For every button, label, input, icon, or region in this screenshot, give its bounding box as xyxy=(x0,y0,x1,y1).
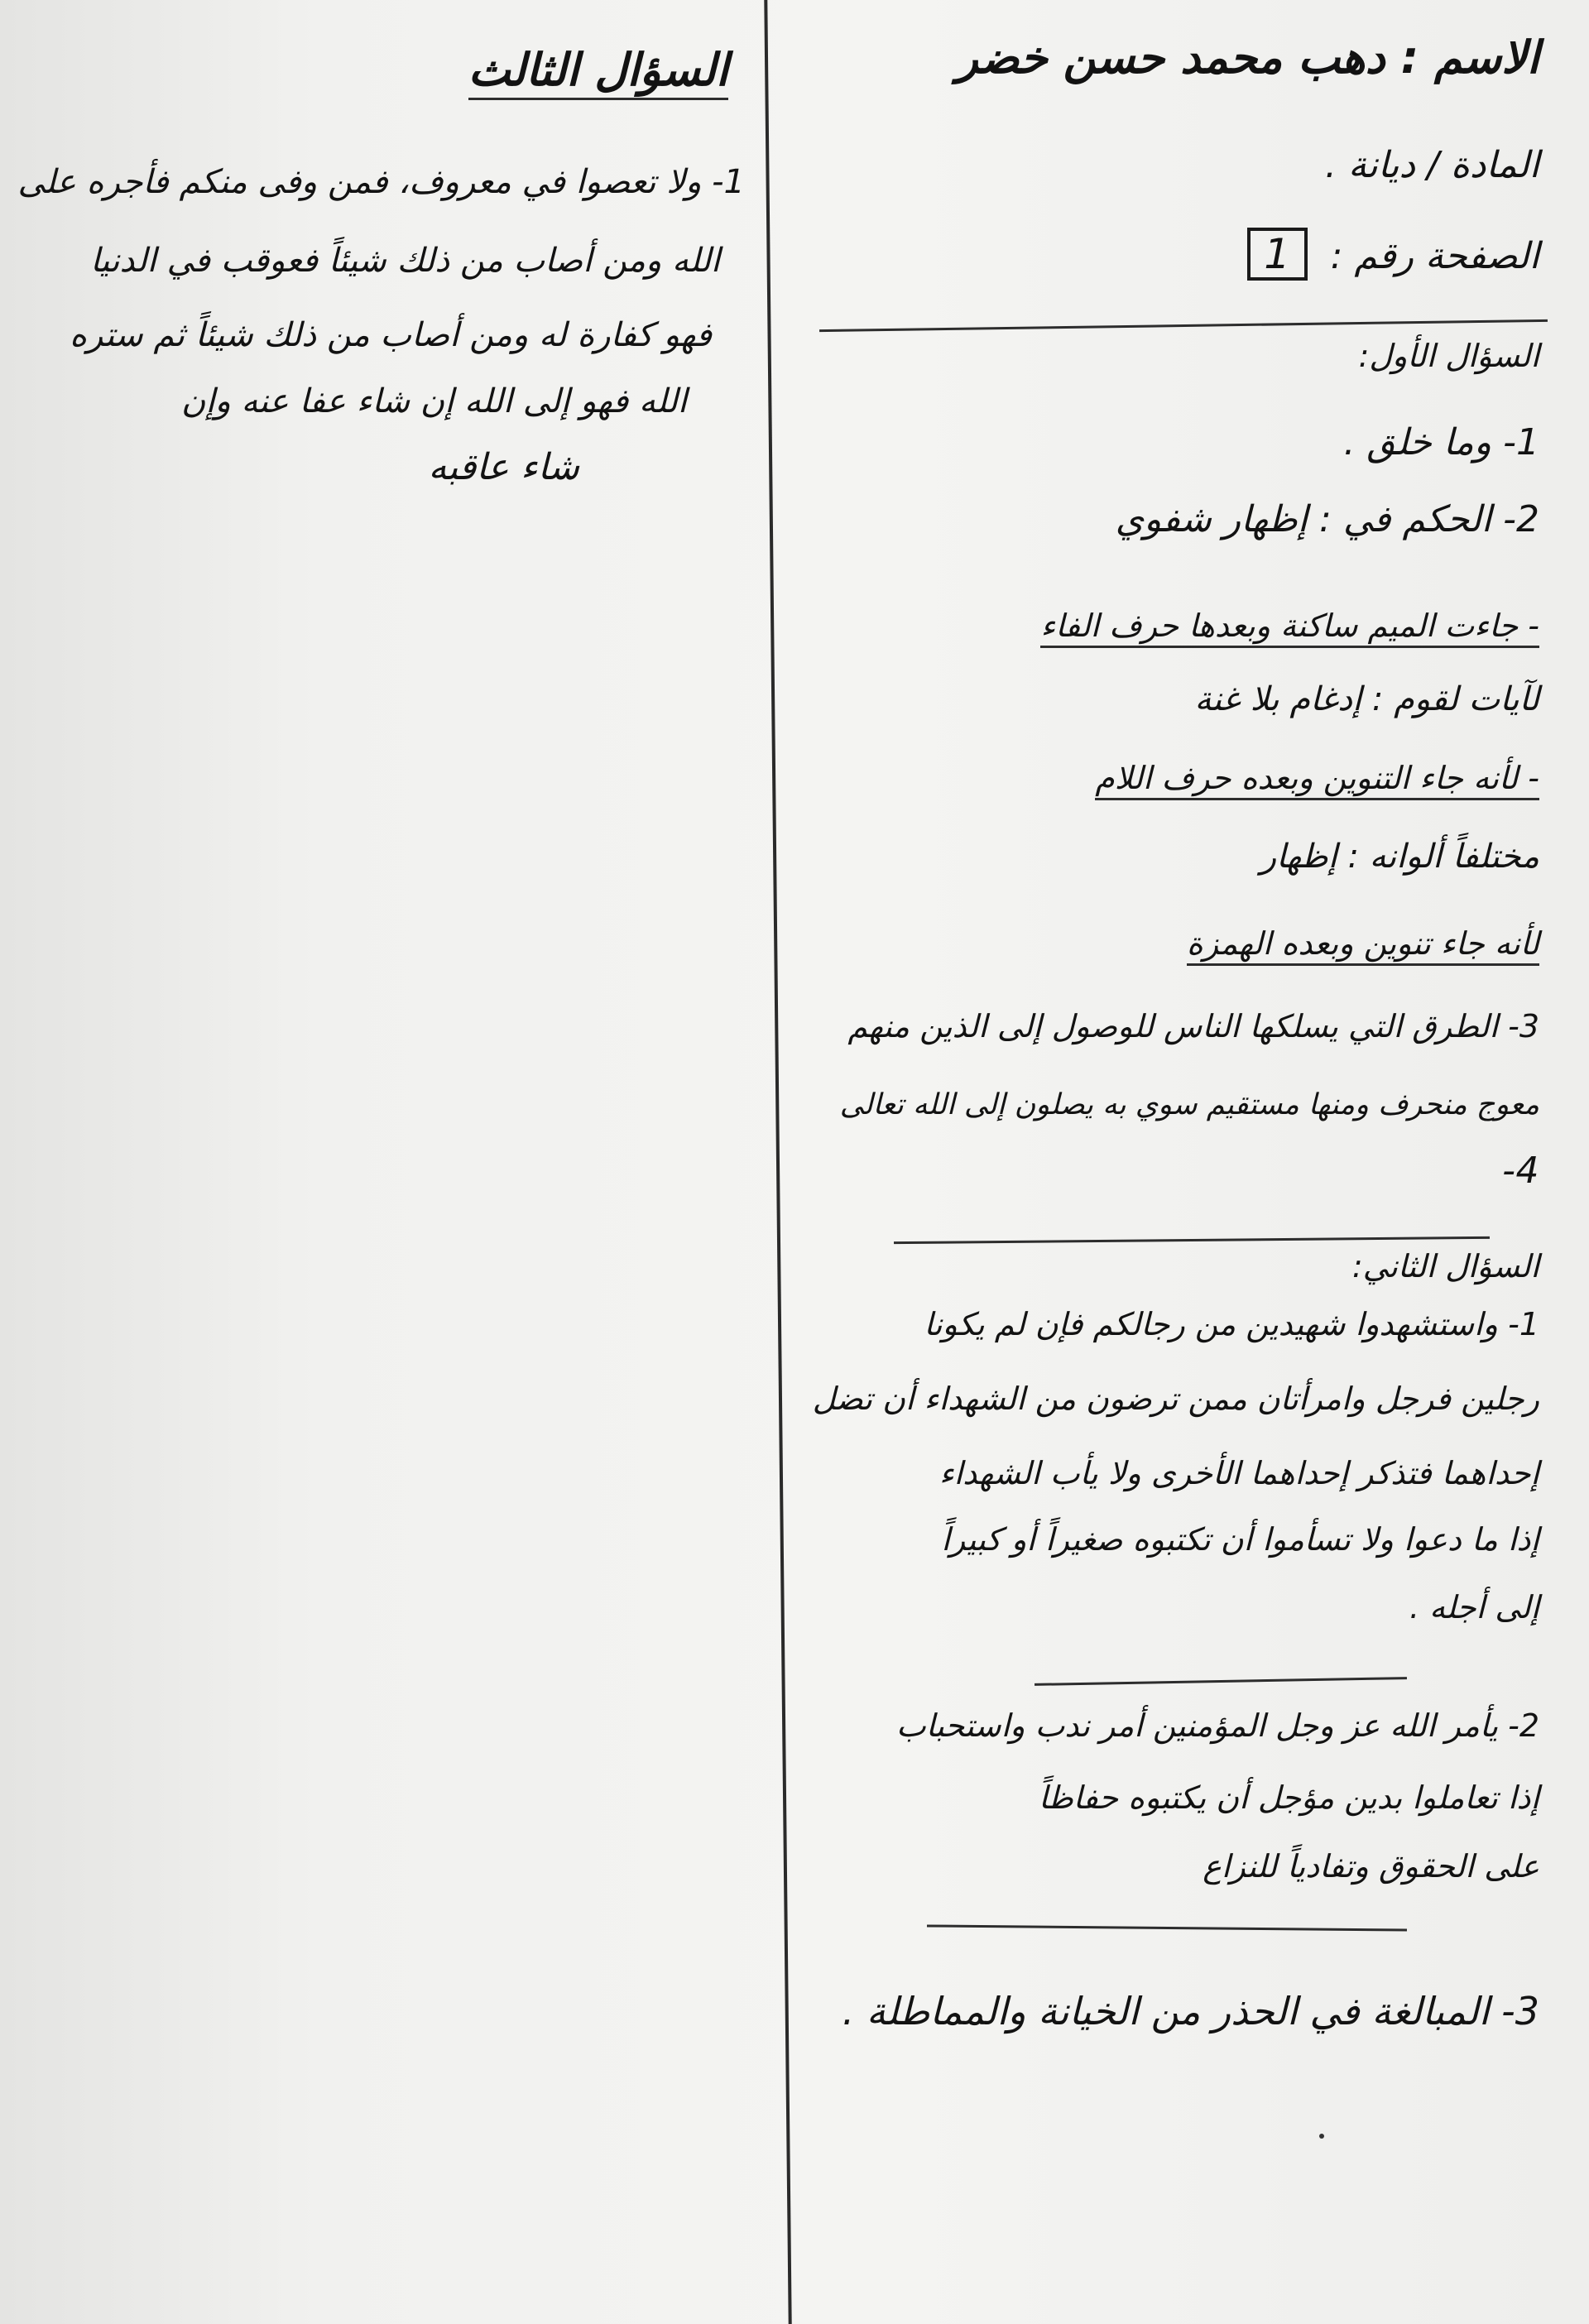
q1-answer-4: 4- xyxy=(1502,1150,1539,1192)
q1-answer-2-item-3: مختلفاً ألوانه : إظهار xyxy=(1260,838,1539,876)
q3-answer-1-line-4: الله فهو إلى الله إن شاء عفا عنه وإن xyxy=(180,382,687,420)
q1-answer-2-reason-3: لأنه جاء تنوين وبعده الهمزة xyxy=(1187,919,1539,968)
q1-title: السؤال الأول: xyxy=(1358,338,1539,374)
name-row: الاسم : دهب محمد حسن خضر xyxy=(956,31,1539,84)
q2-mid-rule xyxy=(1035,1677,1407,1686)
name-label: الاسم xyxy=(1434,31,1539,84)
page-number-box: 1 xyxy=(1247,228,1307,281)
q2-answer-2-line-3: على الحقوق وتفادياً للنزاع xyxy=(1203,1848,1539,1885)
page-number-row: الصفحة رقم : 1 xyxy=(1247,228,1539,281)
q2-answer-1-line-1: 1- واستشهدوا شهيدين من رجالكم فإن لم يكونا xyxy=(924,1306,1539,1342)
q1-answer-2-reason-2: - لأنه جاء التنوين وبعده حرف اللام xyxy=(1095,753,1539,803)
q3-answer-1-line-2: الله ومن أصاب من ذلك شيئاً فعوقب في الدنيا xyxy=(90,242,720,280)
q3-answer-1-line-3: فهو كفارة له ومن أصاب من ذلك شيئاً ثم ستره xyxy=(70,316,712,354)
subject-row: المادة / ديانة . xyxy=(1325,144,1539,186)
page-label: الصفحة رقم xyxy=(1354,235,1539,277)
q2-answer-1-line-5: إلى أجله . xyxy=(1409,1589,1539,1625)
q1-answer-2-reason-1: - جاءت الميم ساكنة وبعدها حرف الفاء xyxy=(1040,601,1539,651)
subject-value: ديانة xyxy=(1347,144,1416,186)
q2-answer-2-line-1: 2- يأمر الله عز وجل المؤمنين أمر ندب واستحباب xyxy=(895,1707,1539,1744)
q3-answer-1-line-1: 1- ولا تعصوا في معروف، فمن وفى منكم فأجره على xyxy=(17,163,745,201)
q1-answer-1: 1- وما خلق . xyxy=(1343,421,1539,463)
q1-answer-3-line-2: معوج منحرف ومنها مستقيم سوي به يصلون إلى الله تعالى xyxy=(839,1088,1539,1121)
q2-end-rule xyxy=(927,1924,1407,1931)
q2-answer-1-line-3: إحداهما فتذكر إحداهما الأخرى ولا يأب الشهداء xyxy=(939,1455,1539,1491)
q2-answer-1-line-2: رجلين فرجل وامرأتان ممن ترضون من الشهداء أن تضل xyxy=(812,1380,1539,1417)
q2-answer-2-line-2: إذا تعاملوا بدين مؤجل أن يكتبوه حفاظاً xyxy=(1038,1779,1539,1816)
q1-answer-3-line-1: 3- الطرق التي يسلكها الناس للوصول إلى الذين منهم xyxy=(847,1008,1539,1044)
q2-answer-3: 3- المبالغة في الحذر من الخيانة والمماطلة . xyxy=(842,1989,1539,2034)
subject-label: المادة xyxy=(1450,144,1539,186)
q1-answer-2-item-2: لآيات لقوم : إدغام بلا غنة xyxy=(1194,680,1539,718)
name-value: دهب محمد حسن خضر xyxy=(956,31,1385,84)
column-divider xyxy=(764,0,791,2324)
q3-title: السؤال الثالث xyxy=(468,46,728,95)
q3-answer-1-line-5: شاء عاقبه xyxy=(428,446,579,488)
q2-title: السؤال الثاني: xyxy=(1351,1248,1539,1284)
q1-answer-2-head: 2- الحكم في : إظهار شفوي xyxy=(1115,498,1539,540)
q2-answer-1-line-4: إذا ما دعوا ولا تسأموا أن تكتبوه صغيراً أو كبيراً xyxy=(941,1521,1539,1558)
ink-dot xyxy=(1319,2134,1324,2139)
header-rule xyxy=(819,319,1548,332)
